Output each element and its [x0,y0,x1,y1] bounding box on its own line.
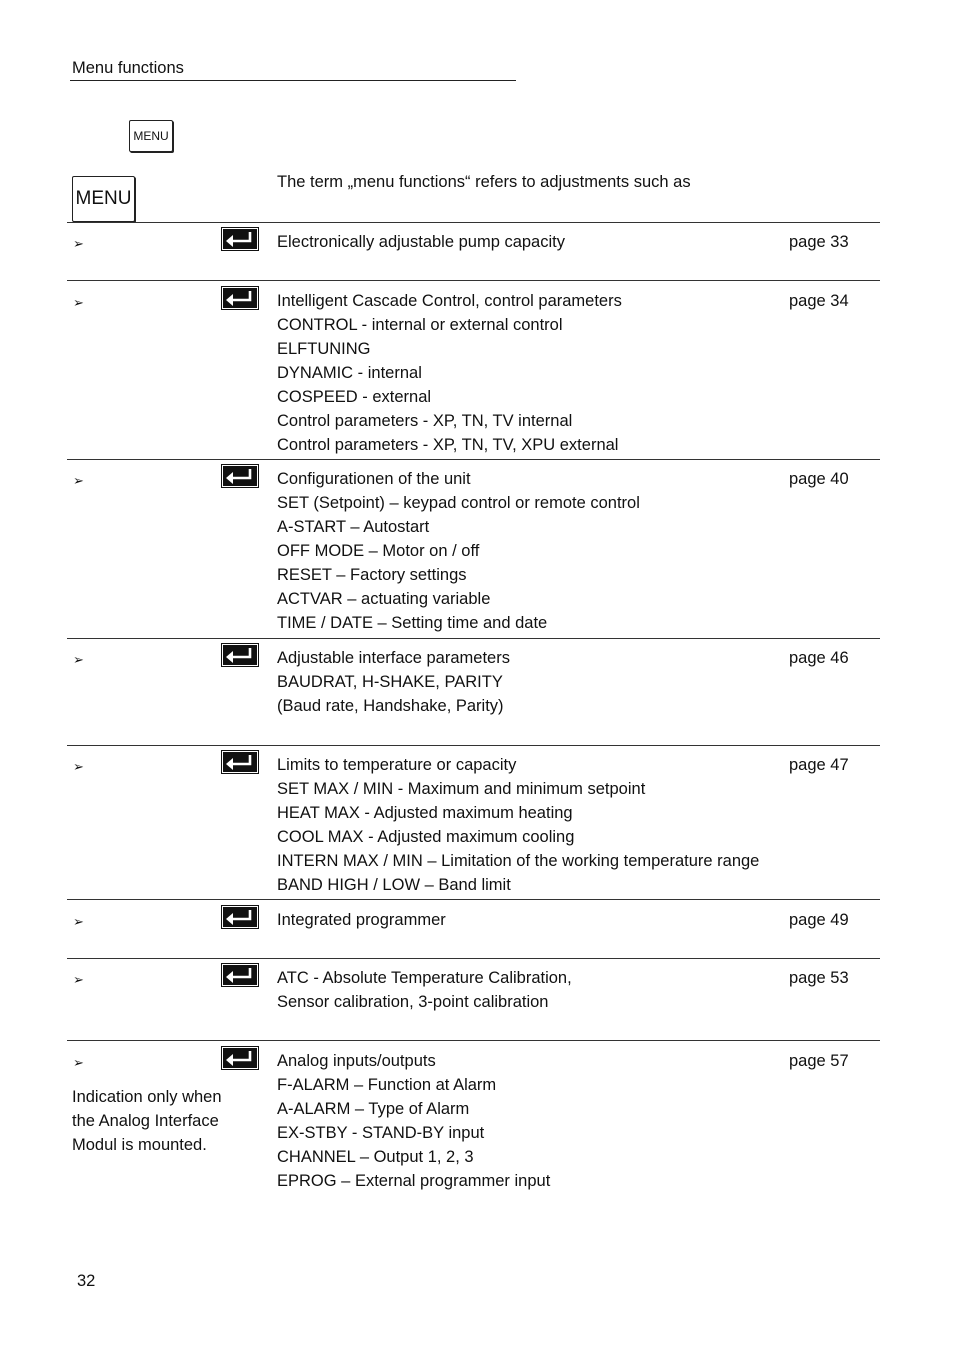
section-lines [277,230,565,254]
enter-key-icon [221,1046,259,1070]
section-line: A-START – Autostart [277,518,430,536]
menu-key-icon-small: MENU [129,120,173,152]
section-title: Limits to temperature or capacity [277,756,517,774]
section-line: BAUDRAT, H-SHAKE, PARITY [277,673,503,691]
section-line: ELFTUNING [277,340,371,358]
section-title: ATC - Absolute Temperature Calibration, [277,969,572,987]
page-reference: page 34 [789,292,849,310]
page-reference: page 40 [789,470,849,488]
section-line: OFF MODE – Motor on / off [277,542,480,560]
section-divider [67,459,880,460]
section-divider [67,280,880,281]
section-line: BAND HIGH / LOW – Band limit [277,876,511,894]
arrow-bullet-icon: ➢ [73,759,84,774]
enter-key-icon [221,227,259,251]
section-line: CHANNEL – Output 1, 2, 3 [277,1148,474,1166]
enter-key-icon [221,286,259,310]
section-line: HEAT MAX - Adjusted maximum heating [277,804,573,822]
enter-key-icon [221,464,259,488]
section-line: A-ALARM – Type of Alarm [277,1100,470,1118]
menu-key-icon: MENU [72,176,135,222]
side-note-line: the Analog Interface [72,1112,219,1130]
arrow-bullet-icon: ➢ [73,652,84,667]
section-lines [277,467,640,635]
section-line: ACTVAR – actuating variable [277,590,491,608]
section-line: EPROG – External programmer input [277,1172,551,1190]
arrow-bullet-icon: ➢ [73,914,84,929]
section-line: INTERN MAX / MIN – Limitation of the working temperature range [277,852,760,870]
page-reference: page 53 [789,969,849,987]
section-line: F-ALARM – Function at Alarm [277,1076,497,1094]
section-title: Intelligent Cascade Control, control parameters [277,292,622,310]
section-line: COSPEED - external [277,388,432,406]
arrow-bullet-icon: ➢ [73,295,84,310]
section-line: RESET – Factory settings [277,566,467,584]
running-header: Menu functions [72,59,184,77]
header-rule [70,80,516,81]
side-note-line: Indication only when [72,1088,222,1106]
enter-key-icon [221,750,259,774]
section-divider [67,1040,880,1041]
page-number: 32 [77,1272,96,1290]
section-line: Control parameters - XP, TN, TV internal [277,412,573,430]
section-divider [67,958,880,959]
section-title: Integrated programmer [277,911,446,929]
side-note-line: Modul is mounted. [72,1136,207,1154]
arrow-bullet-icon: ➢ [73,473,84,488]
arrow-bullet-icon: ➢ [73,236,84,251]
intro-text: The term „menu functions“ refers to adjustments such as [277,173,691,191]
page-reference: page 49 [789,911,849,929]
section-title: Electronically adjustable pump capacity [277,233,565,251]
section-lines [277,1049,550,1193]
section-line: DYNAMIC - internal [277,364,422,382]
section-line: (Baud rate, Handshake, Parity) [277,697,504,715]
section-divider [67,745,880,746]
section-line: Control parameters - XP, TN, TV, XPU external [277,436,619,454]
section-divider [67,638,880,639]
section-lines [277,908,446,932]
section-line: Sensor calibration, 3-point calibration [277,993,549,1011]
section-title: Adjustable interface parameters [277,649,510,667]
section-lines [277,966,572,1014]
enter-key-icon [221,905,259,929]
section-divider [67,222,880,223]
section-line: TIME / DATE – Setting time and date [277,614,548,632]
arrow-bullet-icon: ➢ [73,972,84,987]
section-lines [277,753,759,897]
section-line: COOL MAX - Adjusted maximum cooling [277,828,575,846]
section-line: EX-STBY - STAND-BY input [277,1124,485,1142]
section-lines [277,646,510,718]
section-line: SET MAX / MIN - Maximum and minimum setpoint [277,780,646,798]
section-line: CONTROL - internal or external control [277,316,563,334]
section-divider [67,899,880,900]
enter-key-icon [221,643,259,667]
side-note [72,1085,222,1157]
page-reference: page 57 [789,1052,849,1070]
page-reference: page 33 [789,233,849,251]
section-title: Analog inputs/outputs [277,1052,436,1070]
section-lines [277,289,622,457]
page-reference: page 46 [789,649,849,667]
page-reference: page 47 [789,756,849,774]
enter-key-icon [221,963,259,987]
section-title: Configurationen of the unit [277,470,471,488]
section-line: SET (Setpoint) – keypad control or remote control [277,494,640,512]
arrow-bullet-icon: ➢ [73,1055,84,1070]
